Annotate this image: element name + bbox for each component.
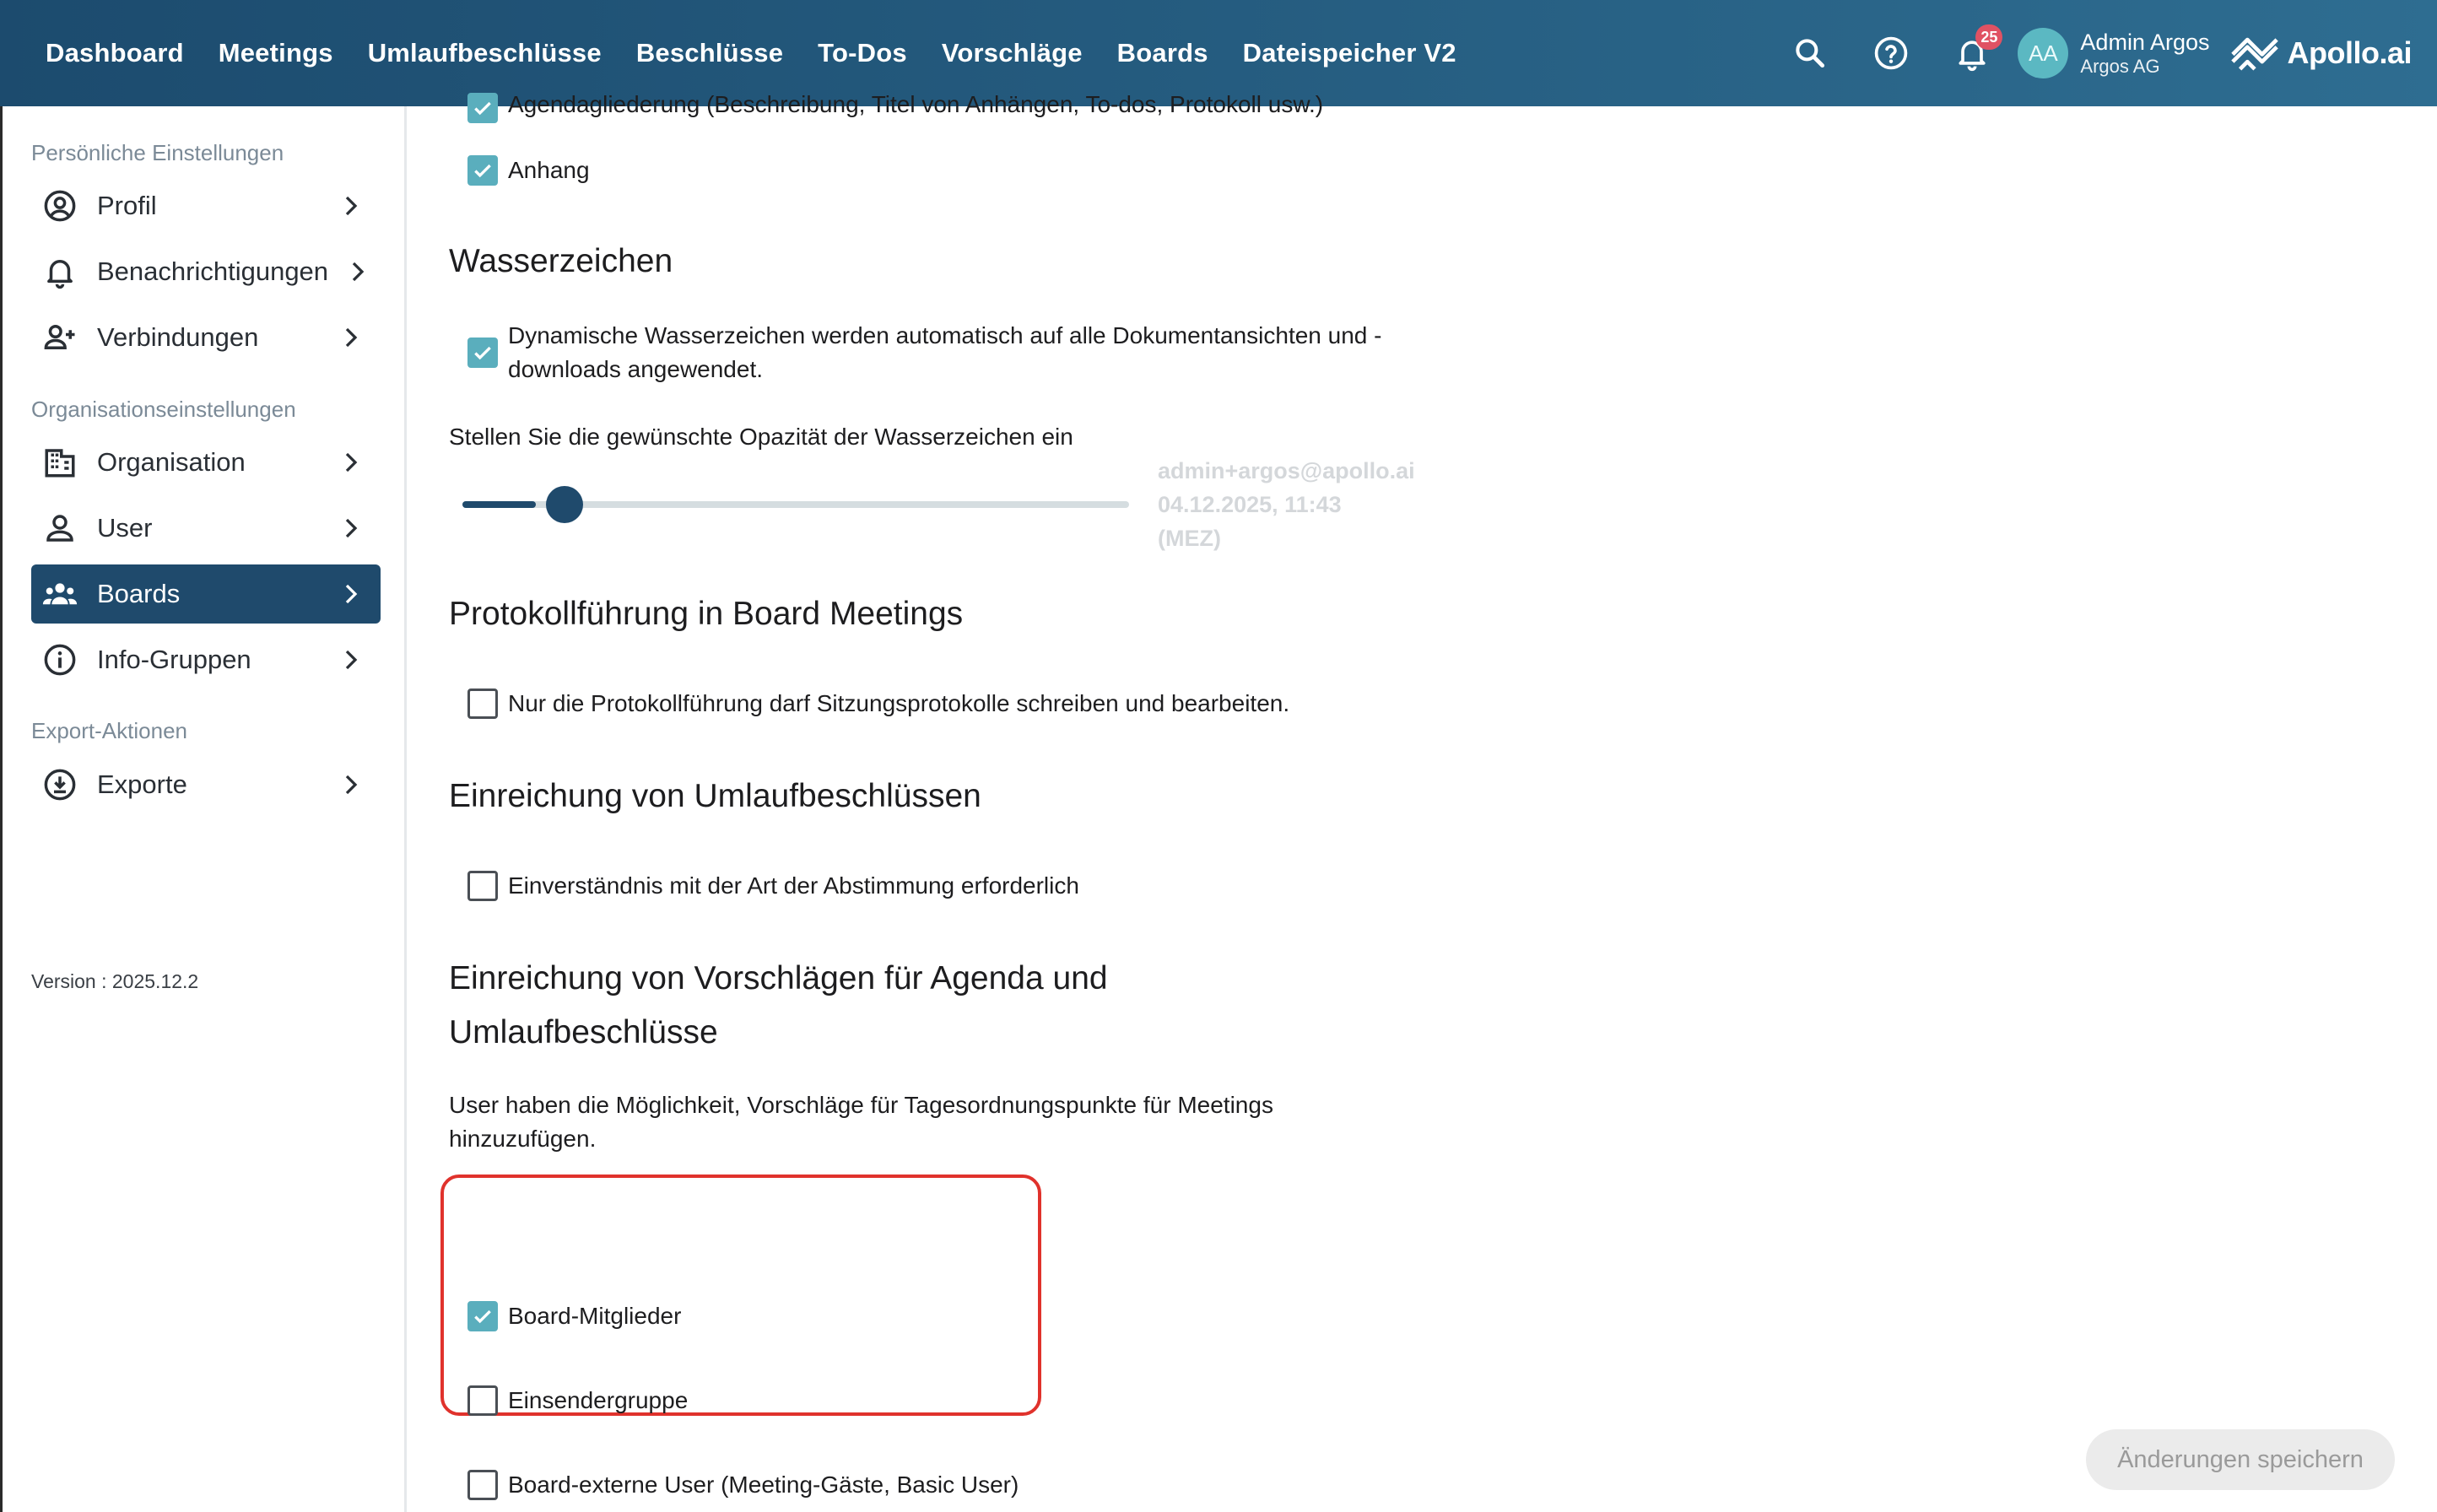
user-name: Admin Argos <box>2080 29 2210 55</box>
apollo-logo-icon <box>2230 35 2279 72</box>
save-changes-button[interactable]: Änderungen speichern <box>2086 1429 2395 1490</box>
section-export-actions: Export-Aktionen <box>31 718 187 743</box>
info-icon <box>40 640 80 680</box>
attachment-checkbox[interactable] <box>467 155 498 186</box>
external-users-checkbox[interactable] <box>467 1470 498 1500</box>
board-settings-content <box>407 91 2437 1512</box>
attachment-label: Anhang <box>508 157 590 183</box>
voting-consent-label: Einverständnis mit der Art der Abstimmung erforderlich <box>508 872 1079 899</box>
nav-beschluesse[interactable]: Beschlüsse <box>635 38 784 68</box>
download-circle-icon <box>40 764 80 805</box>
sidebar-item-info-gruppen[interactable] <box>31 630 381 689</box>
submitter-group-label: Einsendergruppe <box>508 1387 689 1413</box>
proposals-heading-line1: Einreichung von Vorschlägen für Agenda und <box>449 960 1108 996</box>
nav-todos[interactable]: To-Dos <box>818 38 907 68</box>
user-organization: Argos AG <box>2080 56 2160 77</box>
watermark-preview-timezone: (MEZ) <box>1158 526 1221 551</box>
sidebar-item-label: Benachrichtigungen <box>97 256 329 286</box>
chevron-right-icon <box>338 647 364 672</box>
sidebar-item-label: Boards <box>97 579 181 608</box>
sidebar-item-organisation[interactable] <box>31 433 381 492</box>
nav-vorschlaege[interactable]: Vorschläge <box>941 38 1083 68</box>
watermark-heading: Wasserzeichen <box>449 243 673 279</box>
proposals-desc-line2: hinzuzufügen. <box>449 1126 597 1152</box>
highlight-box <box>440 1174 1041 1416</box>
sidebar-item-label: User <box>97 513 153 543</box>
chevron-right-icon <box>338 516 364 541</box>
group-icon <box>40 574 80 614</box>
sidebar-item-label: Organisation <box>97 447 246 477</box>
sidebar-item-label: Exporte <box>97 770 187 799</box>
opacity-slider-thumb[interactable] <box>546 486 583 523</box>
submitter-group-checkbox[interactable] <box>467 1385 498 1416</box>
settings-sidebar <box>0 106 407 1512</box>
minutes-only-label: Nur die Protokollführung darf Sitzungsprotokolle schreiben und bearbeiten. <box>508 690 1290 716</box>
bell-icon <box>40 251 80 292</box>
external-users-label: Board-externe User (Meeting-Gäste, Basic User) <box>508 1472 1019 1498</box>
section-personal-settings: Persönliche Einstellungen <box>31 140 284 165</box>
sidebar-item-exporte[interactable] <box>31 755 381 814</box>
watermark-preview <box>1158 454 1428 555</box>
sidebar-item-label: Verbindungen <box>97 322 259 352</box>
proposals-heading-line2: Umlaufbeschlüsse <box>449 1014 718 1050</box>
sidebar-item-label: Info-Gruppen <box>97 645 251 674</box>
sidebar-item-label: Profil <box>97 191 157 220</box>
brand-logo[interactable] <box>2230 35 2413 72</box>
notification-bell-icon[interactable] <box>1952 28 1998 73</box>
voting-consent-checkbox[interactable] <box>467 871 498 901</box>
building-icon <box>40 442 80 483</box>
board-members-label: Board-Mitglieder <box>508 1303 682 1329</box>
circular-heading: Einreichung von Umlaufbeschlüssen <box>449 778 981 814</box>
dynamic-watermark-label-line1: Dynamische Wasserzeichen werden automatisch auf alle Dokumentansichten und - <box>508 322 1382 348</box>
opacity-label: Stellen Sie die gewünschte Opazität der Wasserzeichen ein <box>449 424 1073 450</box>
main-nav <box>46 38 1491 68</box>
chevron-right-icon <box>345 259 370 284</box>
nav-umlaufbeschluesse[interactable]: Umlaufbeschlüsse <box>367 38 602 68</box>
sidebar-item-benachrichtigungen[interactable] <box>31 242 381 301</box>
section-organisation-settings: Organisationseinstellungen <box>31 397 296 422</box>
minutes-only-checkbox[interactable] <box>467 688 498 719</box>
board-members-checkbox[interactable] <box>467 1301 498 1331</box>
nav-dashboard[interactable]: Dashboard <box>46 38 184 68</box>
watermark-preview-date: 04.12.2025, 11:43 <box>1158 492 1342 517</box>
sidebar-item-verbindungen[interactable] <box>31 308 381 367</box>
minutes-heading: Protokollführung in Board Meetings <box>449 596 964 632</box>
dynamic-watermark-label-line2: downloads angewendet. <box>508 356 764 382</box>
chevron-right-icon <box>338 450 364 475</box>
chevron-right-icon <box>338 772 364 797</box>
avatar[interactable]: AA <box>2018 28 2068 78</box>
nav-dateispeicher[interactable]: Dateispeicher V2 <box>1242 38 1456 68</box>
sidebar-item-user[interactable] <box>31 499 381 558</box>
chevron-right-icon <box>338 581 364 607</box>
agenda-structure-checkbox[interactable] <box>467 93 498 123</box>
chevron-right-icon <box>338 325 364 350</box>
sidebar-item-profil[interactable] <box>31 176 381 235</box>
nav-boards[interactable]: Boards <box>1116 38 1208 68</box>
opacity-slider-fill <box>462 501 536 508</box>
notification-badge: 25 <box>1975 24 2002 50</box>
search-icon[interactable] <box>1790 33 1830 73</box>
sidebar-item-boards[interactable] <box>31 564 381 624</box>
nav-meetings[interactable]: Meetings <box>218 38 333 68</box>
help-icon[interactable] <box>1871 33 1911 73</box>
account-circle-icon <box>40 186 80 226</box>
brand-name: Apollo.ai <box>2287 35 2412 70</box>
dynamic-watermark-checkbox[interactable] <box>467 338 498 368</box>
person-icon <box>40 508 80 548</box>
watermark-preview-email: admin+argos@apollo.ai <box>1158 458 1415 483</box>
proposals-desc-line1: User haben die Möglichkeit, Vorschläge für Tagesordnungspunkte für Meetings <box>449 1092 1273 1118</box>
chevron-right-icon <box>338 193 364 219</box>
version-label: Version : 2025.12.2 <box>31 970 199 992</box>
user-info[interactable] <box>2080 29 2209 78</box>
person-add-icon <box>40 317 80 358</box>
topbar-actions <box>1790 0 2437 106</box>
agenda-structure-label: Agendagliederung (Beschreibung, Titel von Anhängen, To-dos, Protokoll usw.) <box>508 91 1324 117</box>
